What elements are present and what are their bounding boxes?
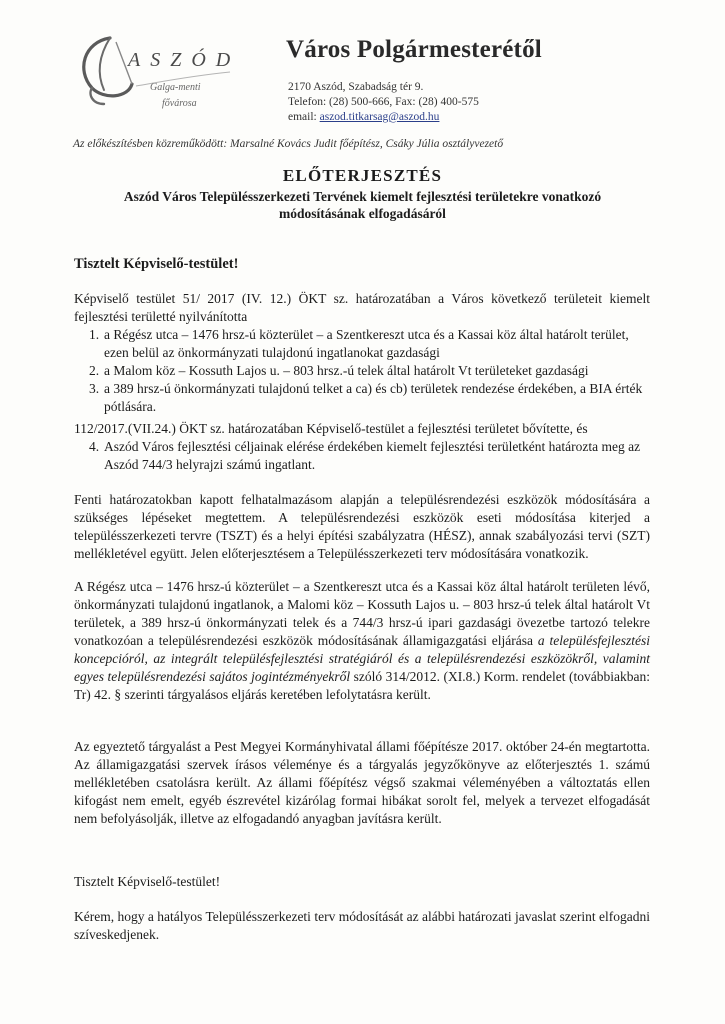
list-item [74, 380, 650, 416]
list-item-text: a Malom köz – Kossuth Lajos u. – 803 hrsz.-ú telek által határolt Vt területeket gazdasági [104, 363, 589, 378]
paragraph-4-part-2: szóló 314/2012. (XI.8.) Korm. rendelet (továbbiakban: Tr) 42. § szerinti tárgyalásos eljárás keretében lefolytatásra került. [74, 669, 650, 702]
paragraph-2 [74, 420, 650, 438]
paragraph-1 [74, 290, 650, 326]
list-item-text: a 389 hrsz-ú önkormányzati tulajdonú telket a ca) és cb) területek rendezése érdekében, a BIA érték pótlására. [104, 381, 643, 414]
paragraph-4-part-1: A Régész utca – 1476 hrsz-ú közterület – a Szentkereszt utca és a Kassai köz által határolt területen lévő, önkormányzati tulajdonú ingatlanok, a Malomi köz – Kossuth Lajos u. – 803 hrsz-ú telek által határolt Vt területek, a 389 hrsz-ú önkormányzati telek és a 744/3 hrsz-ú ipari gazdasági övezetbe tartozó telekre vonatkozóan a településrendezési eszközök módosításának államigazgatási eljárása [74, 579, 650, 648]
email-link[interactable]: aszod.titkarsag@aszod.hu [319, 111, 440, 123]
letterhead-contact [288, 80, 479, 125]
paragraph-6-text: Kérem, hogy a hatályos Településszerkezeti terv módosítását az alábbi határozati javaslat szerint elfogadni szíveskedjenek. [74, 909, 650, 942]
closing-salutation: Tisztelt Képviselő-testület! [74, 874, 221, 889]
designated-areas-list [74, 326, 650, 416]
city-logo [70, 32, 275, 112]
letterhead-title: Város Polgármesterétől [286, 36, 542, 63]
paragraph-1-text: Képviselő testület 51/ 2017 (IV. 12.) ÖKT sz. határozatában a Város következő területeit kiemelt fejlesztési területté nyilvánította [74, 291, 650, 324]
paragraph-4 [74, 578, 650, 704]
paragraph-2-text: 112/2017.(VII.24.) ÖKT sz. határozatában Képviselő-testület a fejlesztési területet bővítette, és [74, 421, 588, 436]
paragraph-4-text [74, 578, 650, 704]
list-item-text: Aszód Város fejlesztési céljainak elérése érdekében kiemelt fejlesztési területként határozta meg az Aszód 744/3 helyrajzi számú ingatlant. [104, 439, 641, 472]
document-subtitle: Aszód Város Településszerkezeti Tervének kiemelt fejlesztési területekre vonatkozó módosításának elfogadásáról [123, 189, 602, 221]
list-item [74, 326, 650, 362]
salutation: Tisztelt Képviselő-testület! [74, 256, 239, 272]
paragraph-3 [74, 491, 650, 563]
letterhead-phone: Telefon: (28) 500-666, Fax: (28) 400-575 [288, 96, 479, 108]
list-item-number: 4. [89, 439, 100, 454]
list-item [74, 362, 650, 380]
paragraph-3-text: Fenti határozatokban kapott felhatalmazásom alapján a településrendezési eszközök módosítására a szükséges lépéseket megtettem. A településrendezési eszközök eseti módosítása kiterjed a településszerkezeti tervre (TSZT) és a helyi építési szabályzatra (HÉSZ), annak szabályozási tervi (SZT) mellékletével együtt. Jelen előterjesztésem a Településszerkezeti terv módosítására vonatkozik. [74, 492, 650, 561]
email-label: email: [288, 111, 317, 123]
city-logo-graphic [70, 32, 275, 112]
prepared-by-line: Az előkészítésben közreműködött: Marsalné Kovács Judit főépítész, Csáky Júlia osztályvezető [73, 138, 504, 150]
logo-subtext-2: fővárosa [162, 98, 197, 109]
paragraph-5-text: Az egyeztető tárgyalást a Pest Megyei Kormányhivatal állami főépítésze 2017. október 24-én megtartotta. Az államigazgatási szervek írásos véleménye és a tárgyalás jegyzőkönyve az előterjesztés 1. számú mellékletében csatolásra került. Az állami főépítész végső szakmai véleményében a változtatás ellen kifogást nem emelt, egyéb észrevétel kizárólag formai hibákat sorolt fel, melyek a tervezet elfogadását nem befolyásolják, illetve az elfogadandó anyagban javításra került. [74, 739, 650, 826]
list-item-number: 3. [89, 381, 100, 396]
logo-subtext-1: Galga-menti [150, 82, 201, 93]
letterhead-email-row [288, 110, 479, 125]
list-item-text: a Régész utca – 1476 hrsz-ú közterület – a Szentkereszt utca és a Kassai köz által határolt terület, ezen belül az önkormányzati tulajdonú ingatlanokat gazdasági [104, 327, 629, 360]
paragraph-4-regulation-title: a településfejlesztési koncepcióról, az integrált településfejlesztési stratégiáról és a településrendezési eszközökről, valamint egyes településrendezési sajátos jogintézményekről [74, 633, 650, 684]
document-title: ELŐTERJESZTÉS [282, 166, 443, 185]
extended-areas-list [74, 438, 650, 474]
paragraph-6 [74, 908, 650, 944]
paragraph-5 [74, 738, 650, 828]
logo-text: ASZÓD [128, 49, 241, 71]
list-item-number: 2. [89, 363, 100, 378]
letterhead-address: 2170 Aszód, Szabadság tér 9. [288, 81, 424, 93]
list-item-number: 1. [89, 327, 100, 342]
list-item [74, 438, 650, 474]
